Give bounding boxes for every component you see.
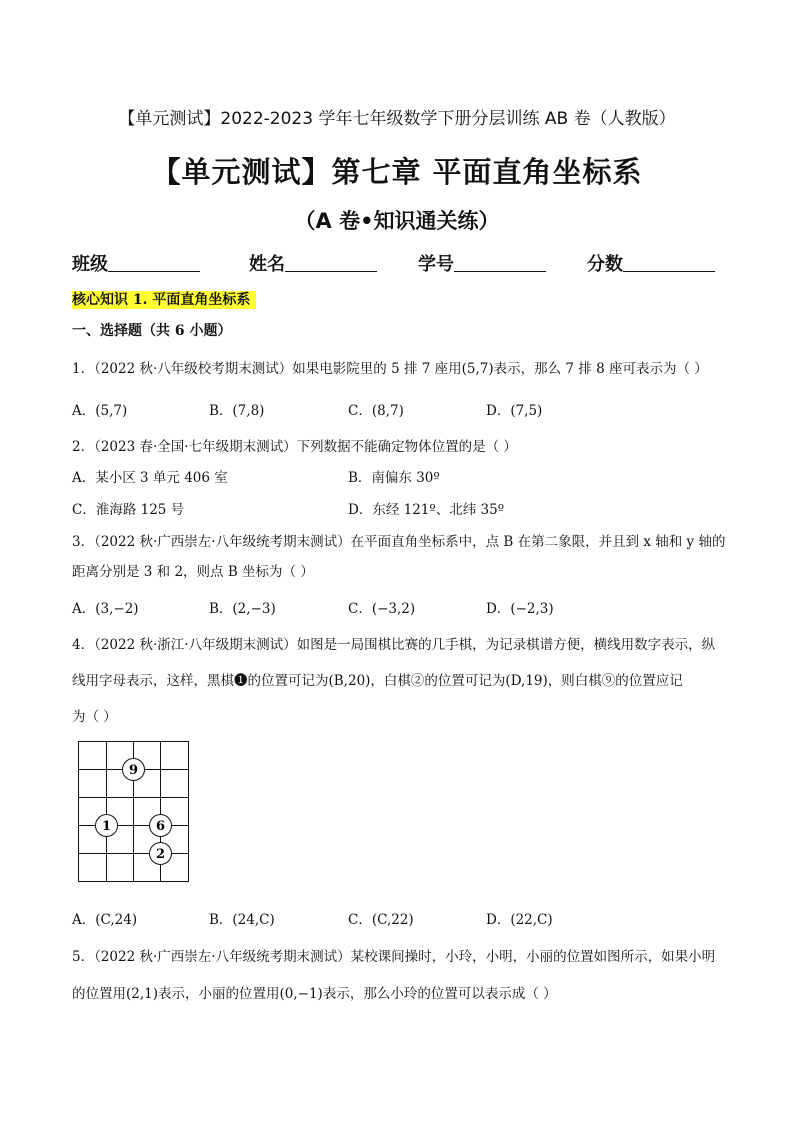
class-label: 班级 bbox=[72, 254, 108, 275]
q3-option-b[interactable]: B．(2,−3) bbox=[209, 601, 276, 617]
stone-6 bbox=[150, 815, 172, 837]
q2-option-c[interactable]: C．淮海路 125 号 bbox=[72, 502, 185, 518]
question-2-stem: 2．（2023 春·全国·七年级期末测试）下列数据不能确定物体位置的是（ ） bbox=[72, 439, 517, 455]
id-blank[interactable] bbox=[454, 253, 546, 272]
id-field bbox=[418, 250, 546, 276]
svg-text:9: 9 bbox=[128, 763, 139, 778]
question-1-stem: 1．（2022 秋·八年级校考期末测试）如果电影院里的 5 排 7 座用(5,7)表示，那么 7 排 8 座可表示为（ ） bbox=[72, 361, 708, 377]
question-5-stem-line-1: 5．（2022 秋·广西崇左·八年级统考期末测试）某校课间操时，小玲，小明，小丽的位置如图所示，如果小明 bbox=[72, 949, 716, 965]
question-3-stem-line-1: 3．（2022 秋·广西崇左·八年级统考期末测试）在平面直角坐标系中，点 B 在第二象限，并且到 x 轴和 y 轴的 bbox=[72, 534, 726, 550]
name-blank[interactable] bbox=[285, 253, 377, 272]
q4-option-c[interactable]: C．(C,22) bbox=[348, 912, 414, 928]
sub-title: （A 卷•知识通关练） bbox=[294, 209, 500, 233]
part-title: 一、选择题（共 6 小题） bbox=[72, 323, 232, 339]
q1-option-d[interactable]: D．(7,5) bbox=[486, 403, 543, 419]
q4-option-b[interactable]: B．(24,C) bbox=[209, 912, 275, 928]
stone-2 bbox=[150, 843, 172, 865]
id-label: 学号 bbox=[418, 254, 454, 275]
svg-text:1: 1 bbox=[101, 819, 112, 834]
question-3-stem-line-2: 距离分别是 3 和 2，则点 B 坐标为（ ） bbox=[72, 564, 314, 580]
q3-option-a[interactable]: A．(3,−2) bbox=[72, 601, 139, 617]
q2-option-b[interactable]: B．南偏东 30º bbox=[348, 470, 440, 486]
q3-option-c[interactable]: C．(−3,2) bbox=[348, 601, 416, 617]
stone-9 bbox=[123, 759, 145, 781]
name-field bbox=[249, 250, 377, 276]
q1-option-b[interactable]: B．(7,8) bbox=[209, 403, 265, 419]
score-field bbox=[587, 250, 715, 276]
class-field bbox=[72, 250, 200, 276]
svg-text:2: 2 bbox=[155, 847, 166, 862]
score-label: 分数 bbox=[587, 254, 623, 275]
knowledge-highlight: 核心知识 1. 平面直角坐标系 bbox=[72, 291, 256, 309]
question-4-stem-line-2: 线用字母表示，这样，黑棋❶的位置可记为(B,20)，白棋②的位置可记为(D,19)，则白棋⑨的位置应记 bbox=[72, 673, 683, 689]
knowledge-heading bbox=[72, 289, 256, 309]
q2-option-a[interactable]: A．某小区 3 单元 406 室 bbox=[72, 470, 228, 486]
question-5-stem-line-2: 的位置用(2,1)表示，小丽的位置用(0,−1)表示，那么小玲的位置可以表示成（ ） bbox=[72, 986, 557, 1002]
question-4-stem-line-1: 4．（2022 秋·浙江·八年级期末测试）如图是一局围棋比赛的几手棋，为记录棋谱方便，横线用数字表示，纵 bbox=[72, 637, 716, 653]
name-label: 姓名 bbox=[249, 254, 285, 275]
q4-option-d[interactable]: D．(22,C) bbox=[486, 912, 553, 928]
q1-option-a[interactable]: A．(5,7) bbox=[72, 403, 128, 419]
question-4-stem-line-3: 为（ ） bbox=[72, 709, 117, 725]
q4-option-a[interactable]: A．(C,24) bbox=[72, 912, 138, 928]
q2-option-d[interactable]: D．东经 121º、北纬 35º bbox=[348, 502, 505, 518]
top-title: 【单元测试】2022-2023 学年七年级数学下册分层训练 AB 卷（人教版） bbox=[118, 109, 676, 129]
q3-option-d[interactable]: D．(−2,3) bbox=[486, 601, 554, 617]
q1-option-c[interactable]: C．(8,7) bbox=[348, 403, 404, 419]
score-blank[interactable] bbox=[623, 253, 715, 272]
stone-1 bbox=[96, 815, 118, 837]
class-blank[interactable] bbox=[108, 253, 200, 272]
go-board-figure bbox=[78, 741, 190, 883]
svg-text:6: 6 bbox=[155, 819, 166, 834]
main-title: 【单元测试】第七章 平面直角坐标系 bbox=[151, 155, 643, 189]
